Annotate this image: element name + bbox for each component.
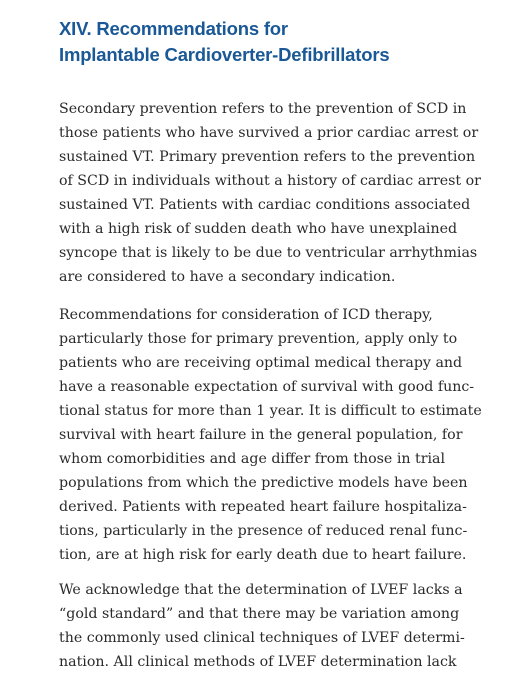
text-line: of SCD in individuals without a history of cardiac arrest or (59, 173, 481, 189)
text-line: whom comorbidities and age differ from those in trial (59, 451, 446, 467)
text-line: Secondary prevention refers to the prevention of SCD in (59, 101, 467, 117)
text-line: tion, are at high risk for early death due to heart failure. (59, 547, 467, 563)
text-line: sustained VT. Patients with cardiac conditions associated (59, 197, 471, 213)
text-line: the commonly used clinical techniques of LVEF determi- (59, 630, 465, 646)
text-line: sustained VT. Primary prevention refers to the prevention (59, 149, 476, 165)
paragraph-lvef-determination (59, 578, 499, 674)
text-line: tions, particularly in the presence of reduced renal func- (59, 523, 468, 539)
section-heading-line-1: XIV. Recommendations for (59, 18, 288, 39)
text-line: tional status for more than 1 year. It is difficult to estimate (59, 403, 482, 419)
paragraph-icd-therapy-consideration (59, 303, 499, 567)
text-line: have a reasonable expectation of survival with good func- (59, 379, 475, 395)
text-line: We acknowledge that the determination of LVEF lacks a (59, 582, 463, 598)
text-line: particularly those for primary prevention, apply only to (59, 331, 458, 347)
text-line: syncope that is likely to be due to ventricular arrhythmias (59, 245, 478, 261)
text-line: patients who are receiving optimal medical therapy and (59, 355, 463, 371)
text-line: those patients who have survived a prior cardiac arrest or (59, 125, 479, 141)
text-line: are considered to have a secondary indication. (59, 269, 396, 285)
text-line: derived. Patients with repeated heart failure hospitaliza- (59, 499, 467, 515)
text-line: Recommendations for consideration of ICD therapy, (59, 307, 433, 323)
section-heading-line-2: Implantable Cardioverter-Defibrillators (59, 44, 390, 65)
text-line: populations from which the predictive models have been (59, 475, 468, 491)
text-line: “gold standard” and that there may be variation among (59, 606, 460, 622)
paragraph-secondary-vs-primary-prevention (59, 97, 499, 289)
text-line: survival with heart failure in the general population, for (59, 427, 463, 443)
text-line: nation. All clinical methods of LVEF determination lack (59, 654, 457, 670)
text-line: with a high risk of sudden death who have unexplained (59, 221, 458, 237)
section-heading (59, 16, 499, 68)
